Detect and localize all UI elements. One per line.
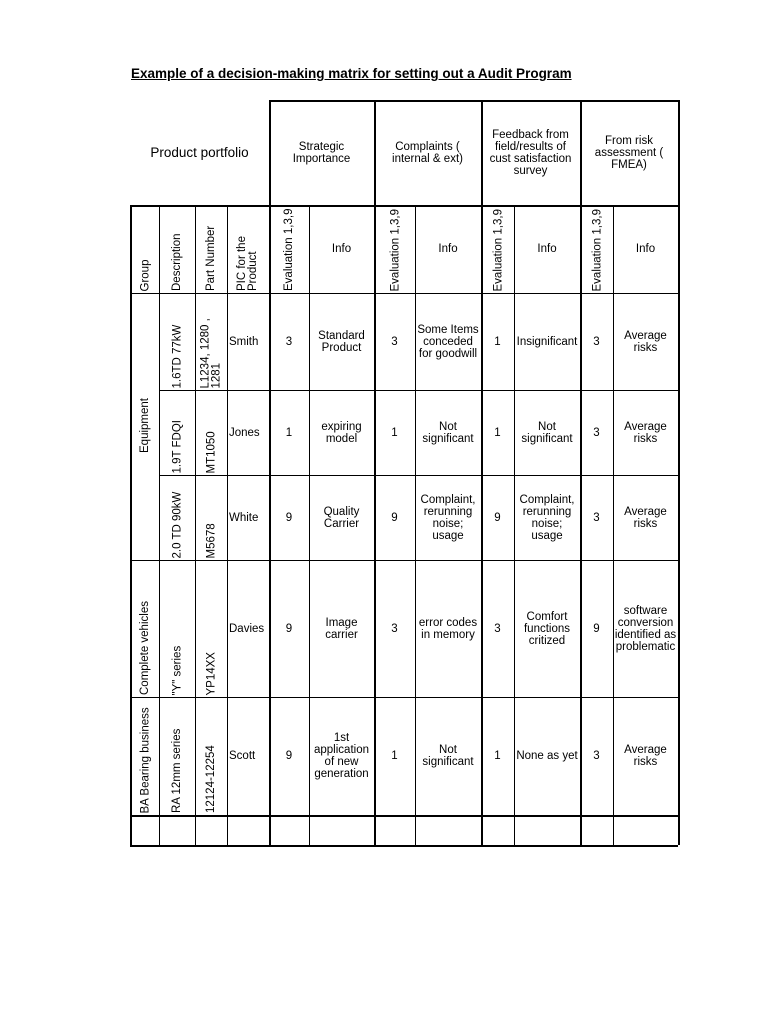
table-border-right [678,100,680,845]
table-border-bottom [130,845,678,847]
info-column-heading: Info [438,243,458,255]
product-description: "Y" series [171,645,183,695]
part-number-column-heading: Part Number [205,225,217,291]
column-divider [195,205,196,845]
evaluation-info: Average risks [624,744,667,768]
evaluation-info: Not significant [521,420,573,445]
product-portfolio-heading: Product portfolio [150,144,249,160]
column-divider [227,205,228,845]
row-divider [130,293,678,294]
evaluation-info: Average risks [624,420,667,445]
evaluation-score: 3 [593,426,600,439]
evaluation-score: 1 [285,426,293,439]
row-divider [130,560,678,561]
evaluation-info: Comfort functions critized [523,610,571,647]
evaluation-info: None as yet [516,750,578,762]
evaluation-score: 1 [494,750,501,762]
row-divider [130,815,678,817]
table-border-top [269,100,678,102]
column-divider [269,100,271,845]
evaluation-score: 3 [391,335,398,348]
group-label: BA Bearing business [138,706,151,813]
evaluation-score: 3 [391,622,398,635]
column-divider [374,100,376,845]
evaluation-info: Quality Carrier [323,505,360,530]
evaluation-info: Not significant [422,744,474,768]
group-column-heading: Group [138,259,151,291]
header-divider [130,205,678,207]
criterion-heading: Feedback from field/results of cust satisfaction survey [489,128,572,177]
column-divider [309,205,310,845]
evaluation-info: Insignificant [516,335,578,348]
group-label: Complete vehicles [138,601,151,695]
evaluation-score: 9 [494,511,501,524]
column-divider [514,205,515,845]
evaluation-info: Standard Product [318,329,365,354]
evaluation-column-heading: Evaluation 1,3,9 [283,208,295,291]
product-description: RA 12mm series [171,728,183,813]
column-divider [481,100,483,845]
evaluation-info: error codes in memory [418,616,478,641]
product-part-number: MT1050 [205,430,217,473]
column-divider [613,205,614,845]
description-column-heading: Description [171,233,183,291]
evaluation-score: 1 [391,426,398,439]
evaluation-column-heading: Evaluation 1,3,9 [388,208,401,291]
criterion-heading: Strategic Importance [292,140,351,165]
evaluation-score: 9 [285,622,293,635]
criterion-heading: From risk assessment ( FMEA) [594,134,664,171]
evaluation-score: 9 [593,622,600,635]
row-divider [159,475,678,476]
evaluation-score: 1 [494,426,501,439]
product-description: 1.6TD 77kW [171,324,183,388]
evaluation-score: 3 [494,622,501,635]
page-title: Example of a decision-making matrix for setting out a Audit Program [131,66,572,81]
evaluation-column-heading: Evaluation 1,3,9 [491,208,504,291]
column-divider [159,205,160,845]
evaluation-info: Some Items conceded for goodwill [417,323,479,360]
product-pic: Jones [229,426,260,439]
pic-column-heading: PIC for the Product [236,236,259,291]
evaluation-info: expiring model [321,420,362,445]
product-description: 2.0 TD 90kW [171,491,183,558]
product-part-number: L1234, 1280 , 1281 [199,317,222,388]
evaluation-score: 3 [593,511,600,524]
evaluation-info: 1st application of new generation [314,732,369,780]
evaluation-info: Average risks [624,329,667,354]
product-pic: Scott [229,750,256,762]
info-column-heading: Info [537,243,557,255]
table-border-left [130,205,132,845]
evaluation-info: Complaint, rerunning noise; usage [420,493,476,542]
evaluation-score: 1 [494,335,501,348]
evaluation-score: 3 [593,335,600,348]
column-divider [580,100,582,845]
evaluation-column-heading: Evaluation 1,3,9 [590,208,603,291]
product-part-number: YP14XX [205,651,217,695]
evaluation-info: Image carrier [325,616,358,641]
product-part-number: M5678 [205,522,217,558]
info-column-heading: Info [635,243,656,255]
evaluation-info: software conversion identified as problematic [614,604,677,653]
evaluation-info: Average risks [624,505,667,530]
row-divider [130,697,678,698]
evaluation-score: 1 [391,750,398,762]
product-part-number: 12124-12254 [205,745,217,813]
product-description: 1.9T FDQI [171,419,183,473]
evaluation-score: 3 [285,335,293,348]
evaluation-score: 9 [391,511,398,524]
evaluation-score: 9 [285,511,293,524]
info-column-heading: Info [331,243,352,255]
criterion-heading: Complaints ( internal & ext) [392,140,463,165]
evaluation-info: Not significant [422,420,474,445]
row-divider [159,390,678,391]
product-pic: Smith [229,335,259,348]
column-divider [415,205,416,845]
evaluation-score: 9 [285,750,293,762]
evaluation-info: Complaint, rerunning noise; usage [519,493,575,542]
product-pic: White [229,511,259,524]
group-label: Equipment [138,398,151,453]
product-pic: Davies [229,622,265,635]
evaluation-score: 3 [593,750,600,762]
